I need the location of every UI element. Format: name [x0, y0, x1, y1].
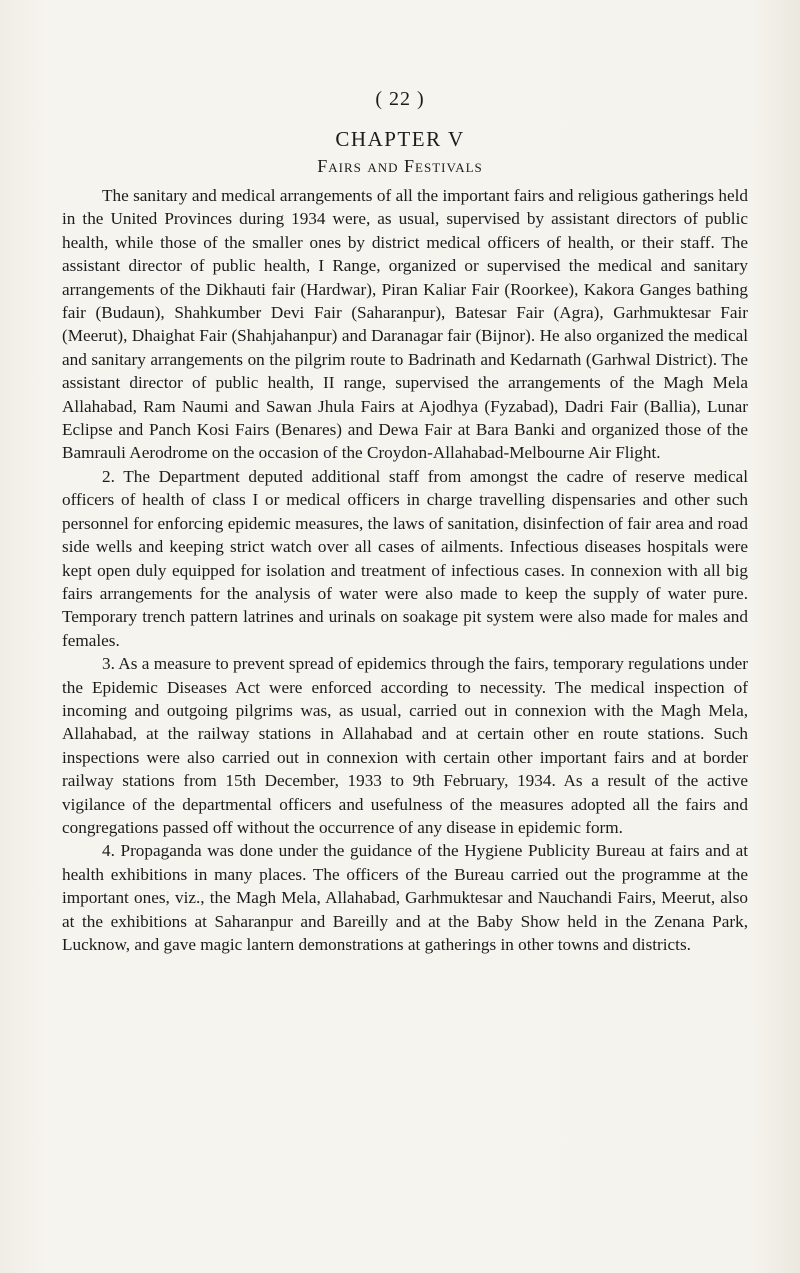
page-number: ( 22 ): [375, 88, 425, 110]
paragraph-3: 3. As a measure to prevent spread of epidemics through the fairs, temporary regulations under the Epidemic Diseases Act were enforced according to necessity. The medical inspection of incoming and outgoing pilgrims was, as usual, carried out in connexion with the Magh Mela, Allahabad, at the railway stations in Allahabad and at certain other en route stations. Such inspections were also carried out in connexion with certain other important fairs and at border railway stations from 15th December, 1933 to 9th February, 1934. As a result of the active vigilance of the departmental officers and usefulness of the measures adopted all the fairs and congregations passed off without the occurrence of any disease in epidemic form.: [62, 654, 748, 837]
chapter-heading: CHAPTER V: [335, 127, 465, 151]
document-body: [62, 184, 748, 956]
paragraph-2: 2. The Department deputed additional staff from amongst the cadre of reserve medical officers of health of class I or medical officers in charge travelling dispensaries and other such personnel for enforcing epidemic measures, the laws of sanitation, disinfection of fair area and road side wells and keeping strict watch over all cases of ailments. Infectious diseases hospitals were kept open duly equipped for isolation and treatment of infectious cases. In connexion with all big fairs arrangements for the analysis of water were also made to keep the supply of water pure. Temporary trench pattern latrines and urinals on soakage pit system were also made for males and females.: [62, 466, 748, 650]
paragraph-4: 4. Propaganda was done under the guidance of the Hygiene Publicity Bureau at fairs and at health exhibitions in many places. The officers of the Bureau carried out the programme at the important ones, viz., the Magh Mela, Allahabad, Garhmuktesar and Nauchandi Fairs, Meerut, also at the exhibitions at Saharanpur and Bareilly and at the Baby Show held in the Zenana Park, Lucknow, and gave magic lantern demonstrations at gatherings in other towns and districts.: [62, 841, 748, 954]
paragraph-1: The sanitary and medical arrangements of all the important fairs and religious gatherings held in the United Provinces during 1934 were, as usual, supervised by assistant directors of public health, while those of the smaller ones by district medical officers of health, or their staff. The assistant director of public health, I Range, organized or supervised the medical and sanitary arrangements of the Dikhauti fair (Hardwar), Piran Kaliar Fair (Roorkee), Kakora Ganges bathing fair (Budaun), Shahkumber Devi Fair (Saharanpur), Batesar Fair (Agra), Garhmuktesar Fair (Meerut), Dhaighat Fair (Shahjahanpur) and Daranagar fair (Bijnor). He also organized the medical and sanitary arrangements on the pilgrim route to Badrinath and Kedarnath (Garhwal District). The assistant director of public health, II range, supervised the arrangements of the Magh Mela Allahabad, Ram Naumi and Sawan Jhula Fairs at Ajodhya (Fyzabad), Dadri Fair (Ballia), Lunar Eclipse and Panch Kosi Fairs (Benares) and Dewa Fair at Bara Banki and organized those of the Bamrauli Aerodrome on the occasion of the Croydon-Allahabad-Melbourne Air Flight.: [62, 186, 748, 463]
section-heading: Fairs and Festivals: [317, 156, 483, 176]
